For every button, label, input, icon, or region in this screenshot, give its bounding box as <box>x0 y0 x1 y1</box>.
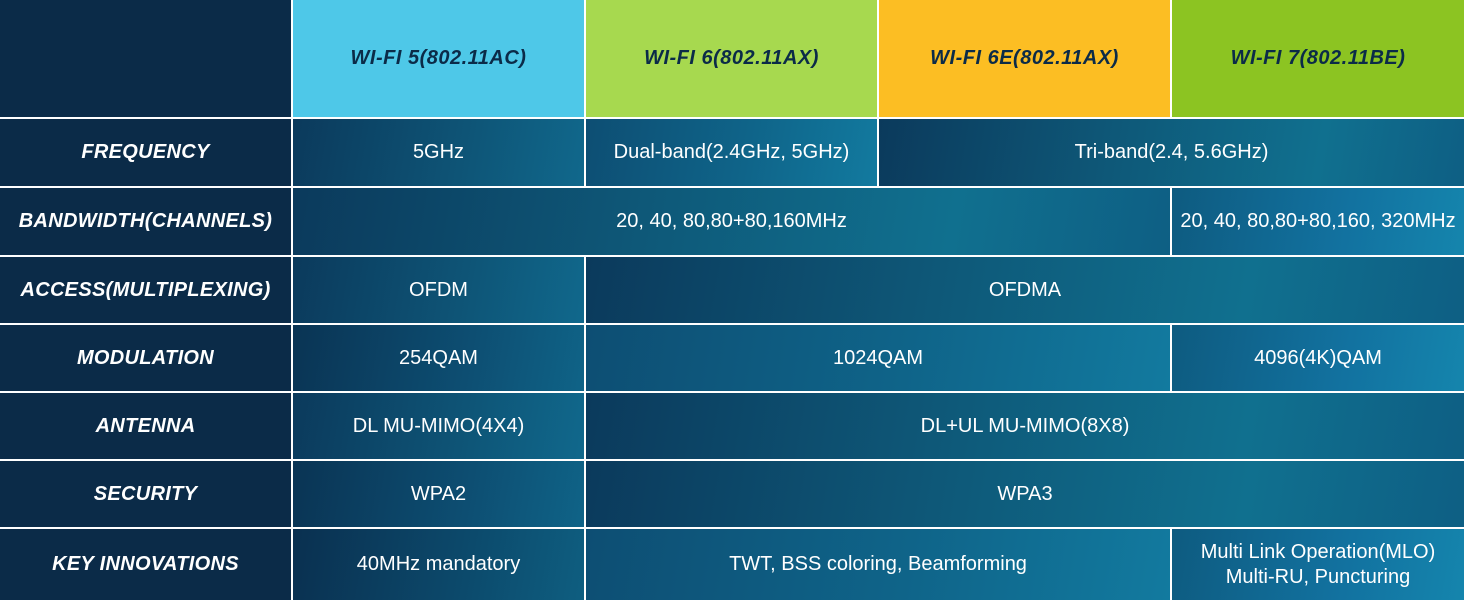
column-header-wifi6: WI-FI 6(802.11AX) <box>585 0 878 118</box>
cell-bandwidth-wifi5-6-6e: 20, 40, 80,80+80,160MHz <box>292 187 1171 256</box>
cell-frequency-wifi5: 5GHz <box>292 118 585 187</box>
row-label-security: SECURITY <box>0 460 292 528</box>
cell-modulation-wifi7: 4096(4K)QAM <box>1171 324 1464 392</box>
cell-key-innovations-wifi5: 40MHz mandatory <box>292 528 585 600</box>
cell-key-innovations-wifi6-6e: TWT, BSS coloring, Beamforming <box>585 528 1171 600</box>
column-header-wifi5: WI-FI 5(802.11AC) <box>292 0 585 118</box>
row-label-bandwidth: BANDWIDTH(CHANNELS) <box>0 187 292 256</box>
row-label-access: ACCESS(MULTIPLEXING) <box>0 256 292 324</box>
cell-frequency-wifi6: Dual-band(2.4GHz, 5GHz) <box>585 118 878 187</box>
table-row-frequency <box>0 118 1464 187</box>
row-label-antenna: ANTENNA <box>0 392 292 460</box>
table-row-bandwidth <box>0 187 1464 256</box>
row-label-frequency: FREQUENCY <box>0 118 292 187</box>
table-row-security <box>0 460 1464 528</box>
row-label-modulation: MODULATION <box>0 324 292 392</box>
table-header-row <box>0 0 1464 118</box>
table-corner-cell <box>0 0 292 118</box>
table-row-modulation <box>0 324 1464 392</box>
cell-access-wifi6-6e-7: OFDMA <box>585 256 1464 324</box>
cell-bandwidth-wifi7: 20, 40, 80,80+80,160, 320MHz <box>1171 187 1464 256</box>
cell-key-innovations-wifi7: Multi Link Operation(MLO) Multi-RU, Puncturing <box>1171 528 1464 600</box>
cell-modulation-wifi5: 254QAM <box>292 324 585 392</box>
cell-frequency-wifi6e-wifi7: Tri-band(2.4, 5.6GHz) <box>878 118 1464 187</box>
row-label-key-innovations: KEY INNOVATIONS <box>0 528 292 600</box>
cell-antenna-wifi5: DL MU-MIMO(4X4) <box>292 392 585 460</box>
column-header-wifi6e: WI-FI 6E(802.11AX) <box>878 0 1171 118</box>
table-row-key-innovations <box>0 528 1464 600</box>
cell-access-wifi5: OFDM <box>292 256 585 324</box>
column-header-wifi7: WI-FI 7(802.11BE) <box>1171 0 1464 118</box>
table-row-access <box>0 256 1464 324</box>
cell-security-wifi6-6e-7: WPA3 <box>585 460 1464 528</box>
table-row-antenna <box>0 392 1464 460</box>
cell-antenna-wifi6-6e-7: DL+UL MU-MIMO(8X8) <box>585 392 1464 460</box>
cell-security-wifi5: WPA2 <box>292 460 585 528</box>
cell-modulation-wifi6-6e: 1024QAM <box>585 324 1171 392</box>
